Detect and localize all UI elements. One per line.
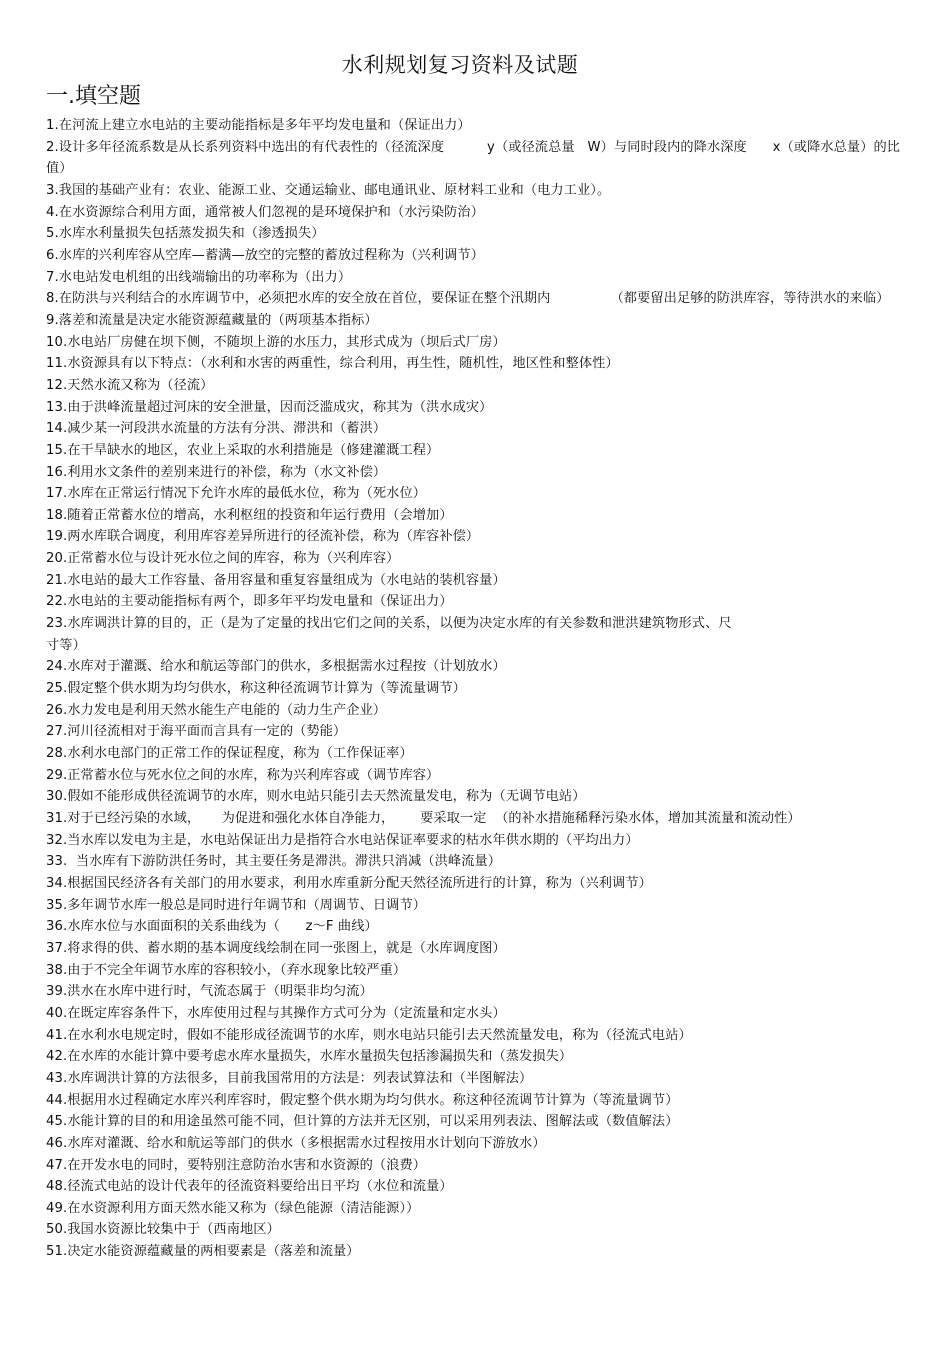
question-item: 15.在干旱缺水的地区，农业上采取的水利措施是（修建灌溉工程） bbox=[46, 442, 440, 458]
question-item: 9.落差和流量是决定水能资源蕴藏量的（两项基本指标） bbox=[46, 312, 378, 328]
question-item: 24.水库对于灌溉、给水和航运等部门的供水，多根据需水过程按（计划放水） bbox=[46, 659, 506, 675]
question-item: 5.水库水利量损失包括蒸发损失和（渗透损失） bbox=[46, 226, 325, 242]
question-item: 21.水电站的最大工作容量、备用容量和重复容量组成为（水电站的装机容量） bbox=[46, 572, 506, 588]
question-item: 45.水能计算的目的和用途虽然可能不同，但计算的方法并无区别，可以采用列表法、图解法或（数值解法） bbox=[46, 1114, 679, 1130]
question-item: 51.决定水能资源蕴藏量的两相要素是（落差和流量） bbox=[46, 1244, 360, 1260]
question-item: 12.天然水流又称为（径流） bbox=[46, 377, 214, 393]
question-item: 6.水库的兴利库容从空库—蓄满—放空的完整的蓄放过程称为（兴利调节） bbox=[46, 247, 484, 263]
question-item: 23.水库调洪计算的目的，正（是为了定量的找出它们之间的关系，以便为决定水库的有关参数和泄洪建筑物形式、尺 寸等） bbox=[46, 616, 732, 653]
question-item: 10.水电站厂房健在坝下侧，不随坝上游的水压力，其形式成为（坝后式厂房） bbox=[46, 334, 506, 350]
question-item: 49.在水资源利用方面天然水能又称为（绿色能源（清洁能源）） bbox=[46, 1200, 420, 1216]
question-item: 14.减少某一河段洪水流量的方法有分洪、滞洪和（蓄洪） bbox=[46, 421, 387, 437]
question-item: 29.正常蓄水位与死水位之间的水库，称为兴利库容或（调节库容） bbox=[46, 767, 440, 783]
question-item: 35.多年调节水库一般总是同时进行年调节和（周调节、日调节） bbox=[46, 897, 427, 913]
question-item: 31.对于已经污染的水域， 为促进和强化水体自净能力， 要采取一定 （的补水措施稀释污染水体，增加其流量和流动性） bbox=[46, 811, 801, 826]
question-item: 41.在水利水电规定时，假如不能形成径流调节的水库，则水电站只能引去天然流量发电，称为（径流式电站） bbox=[46, 1027, 692, 1043]
question-item: 43.水库调洪计算的方法很多，目前我国常用的方法是：列表试算法和（半图解法） bbox=[46, 1070, 533, 1086]
question-item: 36.水库水位与水面面积的关系曲线为（ z～F 曲线） bbox=[46, 919, 378, 935]
question-item: 7.水电站发电机组的出线端输出的功率称为（出力） bbox=[46, 269, 352, 285]
question-item: 37.将求得的供、蓄水期的基本调度线绘制在同一张图上，就是（水库调度图） bbox=[46, 940, 506, 956]
question-item: 44.根据用水过程确定水库兴利库容时，假定整个供水期为均匀供水。称这种径流调节计算为（等流量调节） bbox=[46, 1092, 679, 1108]
question-item: 11.水资源具有以下特点：（水利和水害的两重性，综合利用，再生性，随机性，地区性和整体性） bbox=[46, 356, 619, 372]
question-item: 3.我国的基础产业有：农业、能源工业、交通运输业、邮电通讯业、原材料工业和（电力工业）。 bbox=[46, 182, 611, 198]
question-list bbox=[46, 115, 910, 1263]
question-item: 33. 当水库有下游防洪任务时，其主要任务是滞洪。滞洪只消减（洪峰流量） bbox=[46, 854, 502, 870]
question-item: 47.在开发水电的同时，要特别注意防治水害和水资源的（浪费） bbox=[46, 1157, 427, 1173]
question-item: 16.利用水文条件的差别来进行的补偿，称为（水文补偿） bbox=[46, 464, 387, 480]
question-item: 19.两水库联合调度，利用库容差异所进行的径流补偿，称为（库容补偿） bbox=[46, 529, 480, 545]
question-item: 38.由于不完全年调节水库的容积较小，（弃水现象比较严重） bbox=[46, 962, 407, 978]
question-item: 39.洪水在水库中进行时，气流态属于（明渠非均匀流） bbox=[46, 984, 373, 1000]
question-item: 27.河川径流相对于海平面而言具有一定的（势能） bbox=[46, 724, 347, 740]
question-item: 50.我国水资源比较集中于（西南地区） bbox=[46, 1222, 280, 1238]
question-item: 18.随着正常蓄水位的增高，水利枢纽的投资和年运行费用（会增加） bbox=[46, 507, 453, 523]
question-item: 48.径流式电站的设计代表年的径流资料要给出日平均（水位和流量） bbox=[46, 1179, 453, 1195]
question-item: 28.水利水电部门的正常工作的保证程度，称为（工作保证率） bbox=[46, 746, 413, 762]
document-title: 水利规划复习资料及试题 bbox=[341, 53, 579, 77]
section-heading: 一.填空题 bbox=[46, 84, 141, 109]
question-item: 4.在水资源综合利用方面，通常被人们忽视的是环境保护和（水污染防治） bbox=[46, 204, 484, 220]
question-item: 26.水力发电是利用天然水能生产电能的（动力生产企业） bbox=[46, 702, 387, 718]
question-item: 42.在水库的水能计算中要考虑水库水量损失，水库水量损失包括渗漏损失和（蒸发损失） bbox=[46, 1049, 573, 1065]
question-item: 34.根据国民经济各有关部门的用水要求，利用水库重新分配天然径流所进行的计算，称为（兴利调节） bbox=[46, 875, 652, 891]
question-item: 22.水电站的主要动能指标有两个，即多年平均发电量和（保证出力） bbox=[46, 594, 453, 610]
question-item: 46.水库对灌溉、给水和航运等部门的供水（多根据需水过程按用水计划向下游放水） bbox=[46, 1135, 546, 1151]
question-item: 30.假如不能形成供径流调节的水库，则水电站只能引去天然流量发电，称为（无调节电站） bbox=[46, 789, 586, 805]
question-item: 20.正常蓄水位与设计死水位之间的库容，称为（兴利库容） bbox=[46, 551, 400, 567]
question-item: 25.假定整个供水期为均匀供水，称这种径流调节计算为（等流量调节） bbox=[46, 681, 466, 697]
question-item: 2.设计多年径流系数是从长系列资料中选出的有代表性的（径流深度 y（或径流总量 W）与同时段内的降水深度 x（或降水总量）的比值） bbox=[46, 139, 901, 177]
question-item: 32.当水库以发电为主是，水电站保证出力是指符合水电站保证率要求的枯水年供水期的（平均出力） bbox=[46, 832, 639, 848]
question-item: 1.在河流上建立水电站的主要动能指标是多年平均发电量和（保证出力） bbox=[46, 118, 471, 133]
question-item: 13.由于洪峰流量超过河床的安全泄量，因而泛滥成灾，称其为（洪水成灾） bbox=[46, 399, 493, 415]
question-item: 8.在防洪与兴利结合的水库调节中，必须把水库的安全放在首位，要保证在整个汛期内 （都要留出足够的防洪库容，等待洪水的来临） bbox=[46, 291, 890, 307]
question-item: 40.在既定库容条件下，水库使用过程与其操作方式可分为（定流量和定水头） bbox=[46, 1005, 506, 1021]
question-item: 17.水库在正常运行情况下允许水库的最低水位，称为（死水位） bbox=[46, 486, 427, 502]
